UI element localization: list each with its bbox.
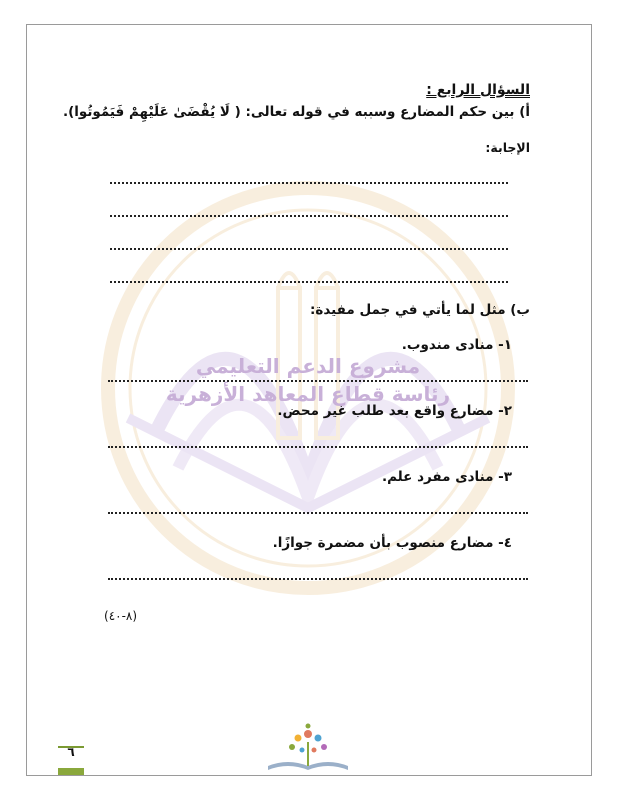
item-1: ١- منادى مندوب.	[401, 337, 512, 353]
answer-line[interactable]	[110, 248, 508, 250]
answer-line[interactable]	[110, 182, 508, 184]
answer-label: الإجابة:	[485, 140, 530, 155]
marks-label: (٨-٤٠)	[104, 609, 138, 623]
question-part-b: ب) مثل لما يأتي في جمل مفيدة:	[310, 302, 530, 318]
answer-line[interactable]	[108, 446, 528, 448]
answer-line[interactable]	[110, 215, 508, 217]
book-tree-logo-icon	[262, 722, 354, 774]
answer-line[interactable]	[108, 380, 528, 382]
page-number: ٦	[67, 745, 75, 759]
question-part-a: أ) بين حكم المضارع وسببه في قوله تعالى: ( لَا يُقْضَىٰ عَلَيْهِمْ فَيَمُوتُوا).	[62, 104, 530, 120]
watermark-line-1: مشروع الدعم التعليمي	[195, 354, 421, 378]
item-2: ٢- مضارع واقع بعد طلب غير محض.	[277, 403, 512, 419]
page-number-bar-bottom	[58, 768, 84, 775]
answer-line[interactable]	[108, 578, 528, 580]
watermark-line-2: رئاسة قطاع المعاهد الأزهرية	[165, 382, 451, 406]
question-title: السؤال الرابع :	[426, 82, 530, 98]
item-4: ٤- مضارع منصوب بأن مضمرة جوازًا.	[272, 535, 512, 551]
answer-line[interactable]	[110, 281, 508, 283]
answer-line[interactable]	[108, 512, 528, 514]
item-3: ٣- منادى مفرد علم.	[381, 469, 512, 485]
